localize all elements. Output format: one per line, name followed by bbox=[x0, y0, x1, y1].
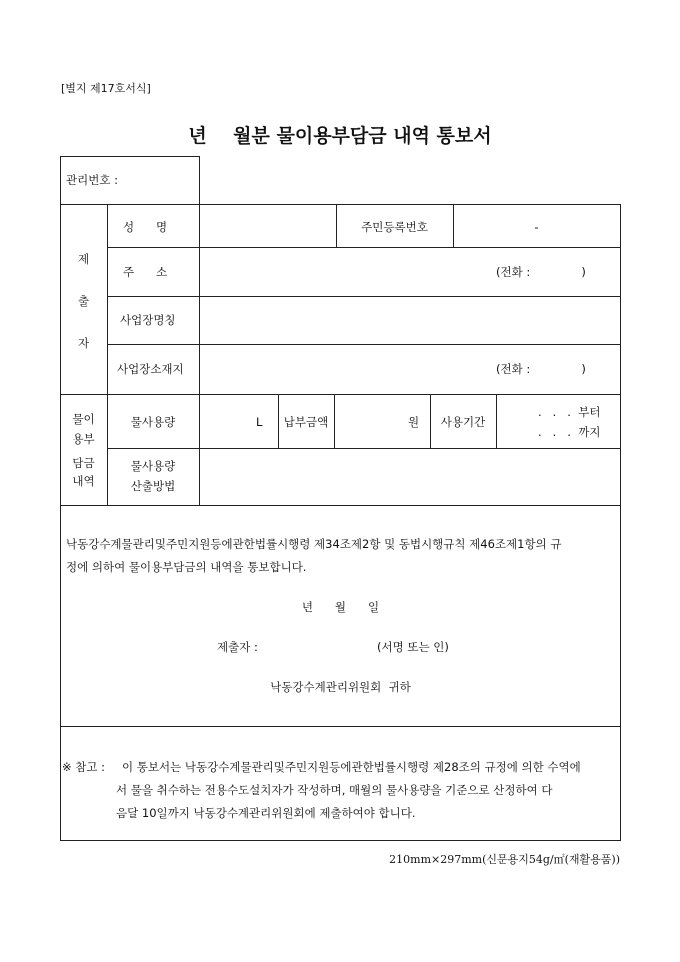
payment-currency: 원 bbox=[408, 415, 420, 429]
usage-period-from: . . . 부터 bbox=[538, 405, 601, 419]
reference-line-3: 음달 10일까지 낙동강수계관리위원회에 제출하여야 합니다. bbox=[116, 806, 416, 820]
calc-method-label-line-2: 산출방법 bbox=[130, 479, 176, 493]
usage-period-to: . . . 까지 bbox=[538, 425, 601, 439]
management-number-label: 관리번호 : bbox=[66, 173, 118, 187]
reference-line-1: 이 통보서는 낙동강수계물관리및주민지원등에관한법률시행령 제28조의 규정에 의한 수역에 bbox=[122, 760, 581, 774]
address-phone-label: (전화 : ) bbox=[496, 265, 586, 279]
submitter-label-char-1: 제 bbox=[77, 252, 90, 266]
paper-spec: 210mm×297mm(신문용지54g/㎡(재활용품)) bbox=[389, 853, 620, 866]
notice-text-line-1: 낙동강수계물관리및주민지원등에관한법률시행령 제34조제2항 및 동법시행규칙 제46조제1항의 규 bbox=[66, 537, 562, 551]
water-usage-unit: L bbox=[256, 415, 263, 429]
reference-mark: ※ 참고 : bbox=[62, 760, 106, 774]
notice-date-line: 년 월 일 bbox=[301, 600, 380, 614]
details-label-line-1: 물이 bbox=[72, 412, 95, 426]
notice-recipient: 낙동강수계관리위원회 귀하 bbox=[270, 680, 411, 694]
notice-signature-label: (서명 또는 인) bbox=[377, 640, 449, 654]
business-name-field[interactable] bbox=[210, 308, 610, 332]
submitter-label-char-3: 자 bbox=[77, 336, 90, 350]
calc-method-label-line-1: 물사용량 bbox=[130, 459, 176, 473]
resident-id-field[interactable]: - bbox=[534, 220, 539, 234]
name-label: 성 명 bbox=[123, 220, 168, 234]
submitter-label-char-2: 출 bbox=[77, 294, 90, 308]
business-name-label: 사업장명칭 bbox=[120, 313, 176, 327]
address-label: 주 소 bbox=[123, 265, 168, 279]
form-reference: [별지 제17호서식] bbox=[61, 82, 151, 95]
reference-line-2: 서 물을 취수하는 전용수도설치자가 작성하며, 매월의 물사용량을 기준으로 산정하여 다 bbox=[116, 783, 553, 797]
details-label-line-2: 용부 bbox=[72, 432, 95, 446]
document-title: 년 월분 물이용부담금 내역 통보서 bbox=[188, 125, 492, 147]
water-usage-label: 물사용량 bbox=[130, 415, 176, 429]
business-phone-label: (전화 : ) bbox=[496, 362, 586, 376]
payment-label: 납부금액 bbox=[283, 415, 329, 429]
business-location-label: 사업장소재지 bbox=[117, 362, 184, 376]
details-label-line-4: 내역 bbox=[72, 474, 95, 488]
usage-period-label: 사용기간 bbox=[440, 415, 486, 429]
resident-id-label: 주민등록번호 bbox=[361, 220, 428, 234]
details-label-line-3: 담금 bbox=[72, 456, 95, 470]
notice-submitter-label: 제출자 : bbox=[217, 640, 258, 654]
notice-text-line-2: 정에 의하여 물이용부담금의 내역을 통보합니다. bbox=[66, 560, 307, 574]
form-sheet bbox=[60, 156, 621, 841]
